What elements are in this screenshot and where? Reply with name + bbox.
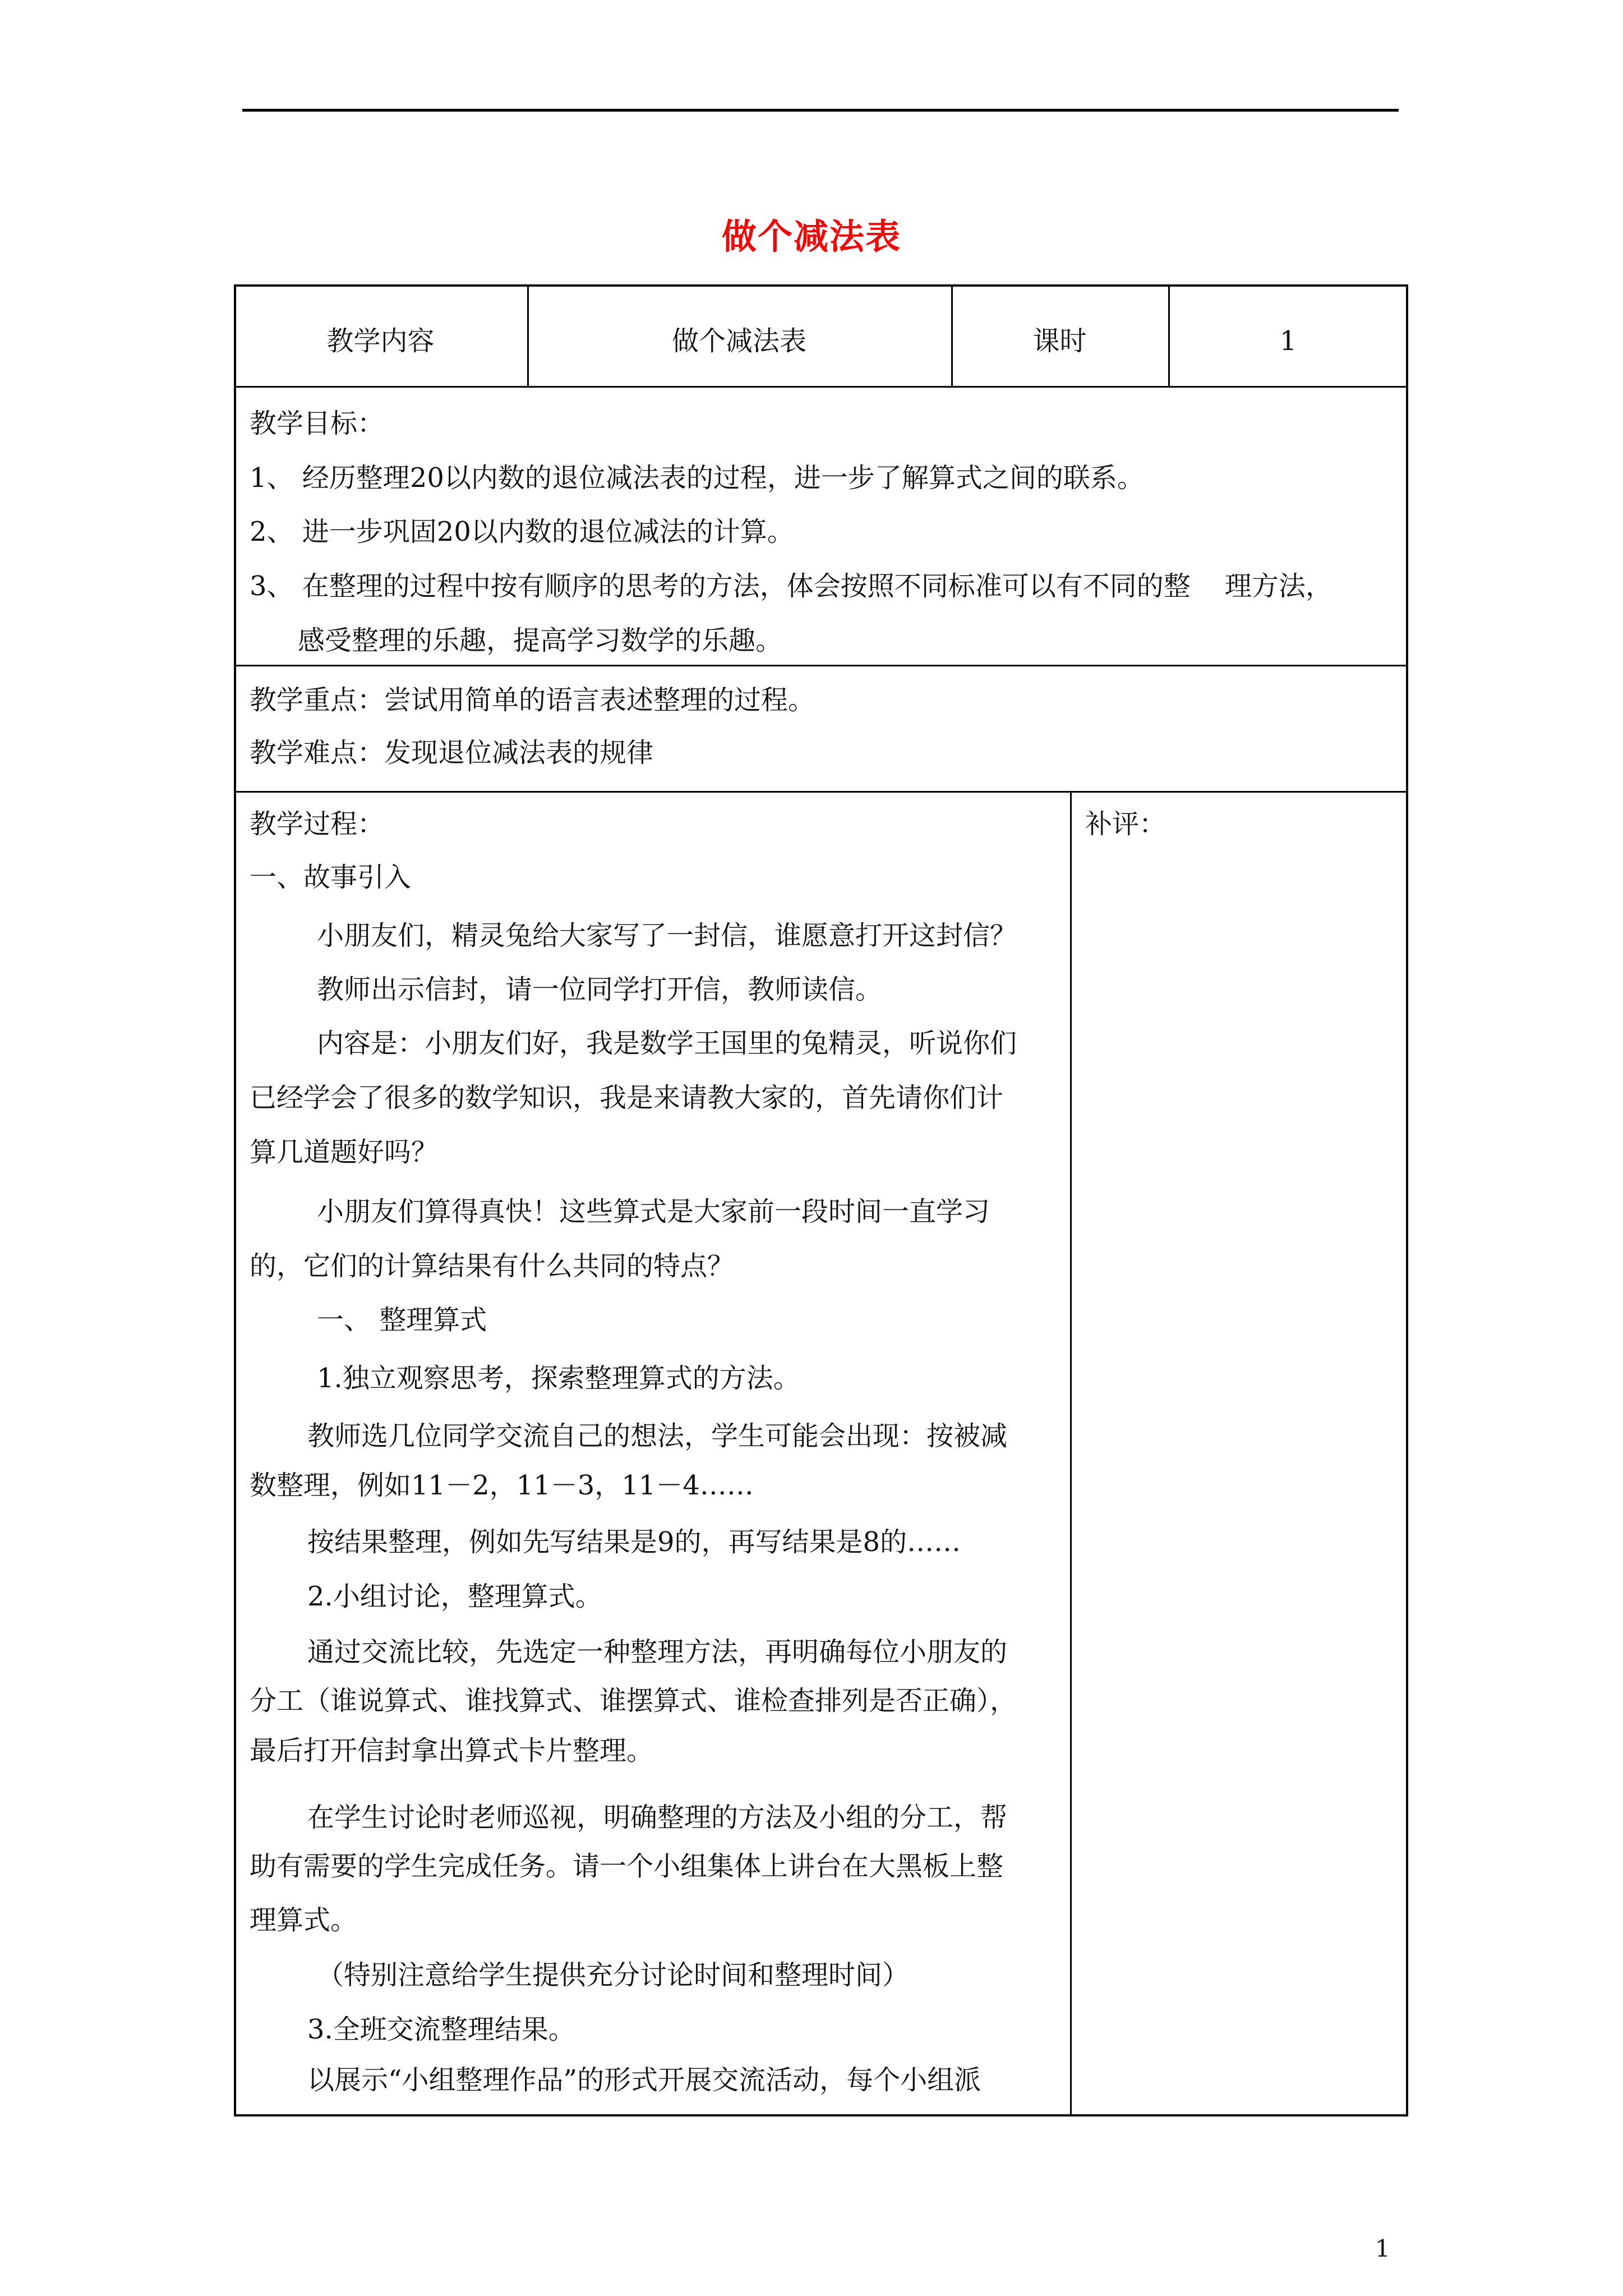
difficulty-point: 教学难点：发现退位减法表的规律 (250, 737, 654, 769)
content-value: 做个减法表 (671, 325, 806, 357)
process-line: 理算式。 (250, 1904, 358, 1936)
process-line: 在学生讨论时老师巡视，明确整理的方法及小组的分工，帮 (307, 1802, 1008, 1833)
process-line: 内容是：小朋友们好，我是数学王国里的兔精灵，听说你们 (317, 1028, 1017, 1059)
process-section-heading: 一、 整理算式 (317, 1304, 487, 1336)
process-line: 数整理，例如11－2，11－3，11－4…… (250, 1470, 754, 1501)
document-title: 做个减法表 (721, 216, 901, 257)
process-line: 3.全班交流整理结果。 (307, 2014, 575, 2045)
process-heading: 教学过程： (250, 808, 385, 840)
process-line: 教师出示信封，请一位同学打开信，教师读信。 (317, 974, 883, 1005)
process-line: 最后打开信封拿出算式卡片整理。 (250, 1735, 654, 1766)
row-divider-objectives (234, 665, 1408, 666)
process-line: 通过交流比较，先选定一种整理方法，再明确每位小朋友的 (307, 1636, 1008, 1668)
row-divider-info (234, 386, 1408, 388)
objective-item: 2、 进一步巩固20以内数的退位减法的计算。 (250, 516, 794, 547)
page-number: 1 (1375, 2235, 1390, 2262)
key-point: 教学重点：尝试用简单的语言表述整理的过程。 (250, 684, 815, 716)
objective-item: 3、 在整理的过程中按有顺序的思考的方法，体会按照不同标准可以有不同的整 理方法， (250, 570, 1332, 602)
process-line: 已经学会了很多的数学知识，我是来请教大家的，首先请你们计 (250, 1082, 1004, 1114)
process-line: 以展示“小组整理作品”的形式开展交流活动，每个小组派 (307, 2064, 981, 2096)
header-rule (242, 109, 1399, 112)
objective-item: 1、 经历整理20以内数的退位减法表的过程，进一步了解算式之间的联系。 (250, 462, 1144, 494)
content-label: 教学内容 (326, 325, 435, 357)
process-line: 一、故事引入 (250, 862, 412, 893)
process-line: 2.小组讨论，整理算式。 (307, 1581, 602, 1612)
process-line: 分工（谁说算式、谁找算式、谁摆算式、谁检查排列是否正确）， (250, 1685, 1017, 1717)
process-line: 助有需要的学生完成任务。请一个小组集体上讲台在大黑板上整 (250, 1851, 1004, 1882)
process-line: 1.独立观察思考，探索整理算式的方法。 (317, 1363, 800, 1394)
process-line: 按结果整理，例如先写结果是9的，再写结果是8的…… (307, 1526, 961, 1558)
period-value: 1 (1279, 325, 1297, 357)
objectives-heading: 教学目标： (250, 408, 385, 439)
process-line: 算几道题好吗？ (250, 1137, 439, 1168)
comment-label: 补评： (1085, 808, 1166, 840)
process-line: 的，它们的计算结果有什么共同的特点？ (250, 1250, 735, 1282)
process-line: 小朋友们，精灵兔给大家写了一封信，谁愿意打开这封信？ (317, 920, 1017, 951)
process-line: 教师选几位同学交流自己的想法，学生可能会出现：按被减 (307, 1420, 1008, 1452)
objective-item: 感受整理的乐趣，提高学习数学的乐趣。 (298, 625, 783, 656)
process-line: （特别注意给学生提供充分讨论时间和整理时间） (317, 1959, 910, 1991)
row-divider-focus (234, 791, 1408, 793)
process-line: 小朋友们算得真快！这些算式是大家前一段时间一直学习 (317, 1196, 990, 1227)
period-label: 课时 (1032, 325, 1087, 357)
